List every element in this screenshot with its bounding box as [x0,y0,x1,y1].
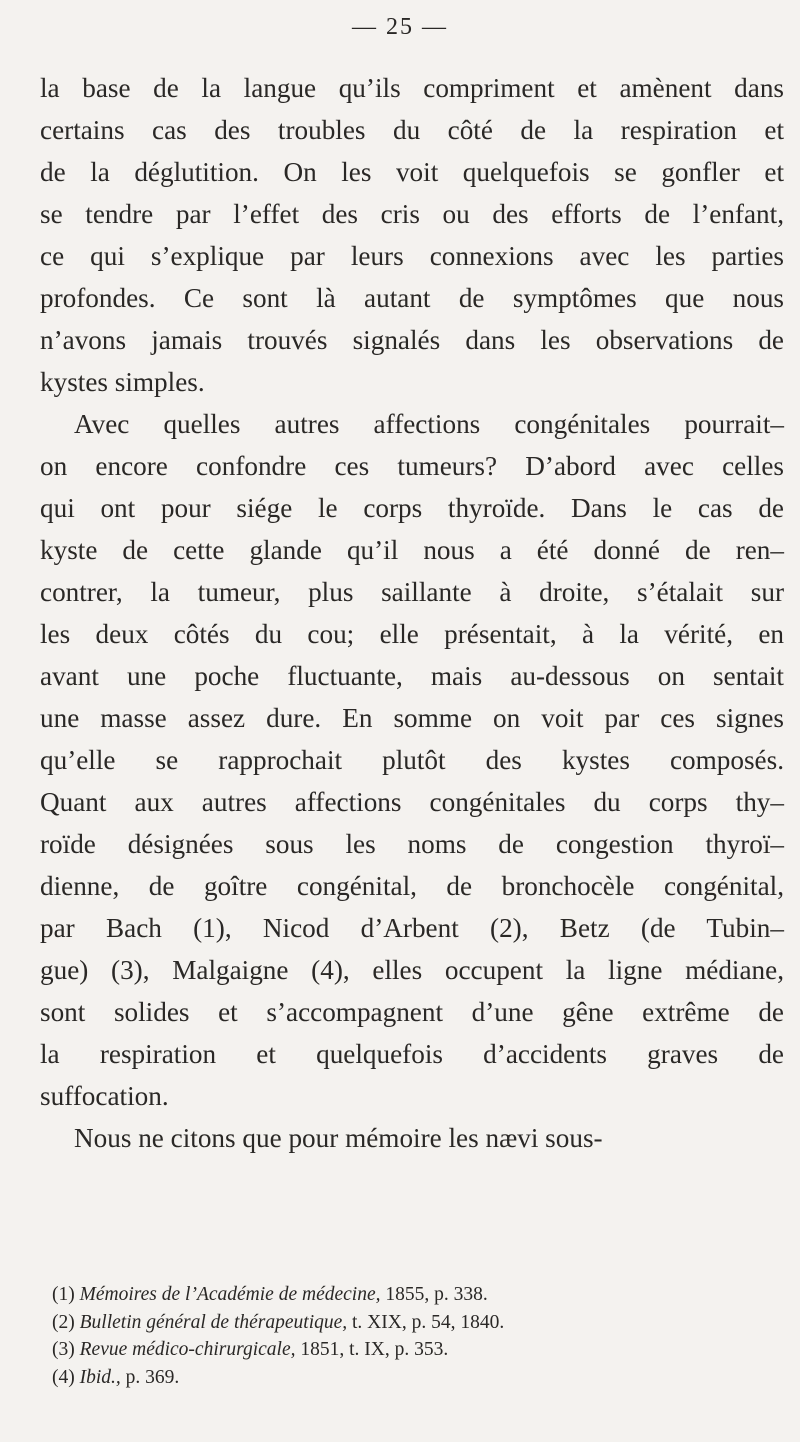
text-line: la respiration et quelquefois d’accidents graves de [40,1039,784,1069]
text-line: roïde désignées sous les noms de congestion thyroï– [40,829,784,859]
footnote-mark: (3) [52,1339,75,1360]
footnote [52,1281,772,1309]
footnote [52,1336,772,1364]
text-line: ce qui s’explique par leurs connexions avec les parties [40,241,784,271]
footnote-source: Bulletin général de thérapeutique, [79,1311,348,1333]
footnote-source: Mémoires de l’Académie de médecine, [79,1284,381,1305]
footnote-detail: p. 369. [125,1366,180,1388]
footnote-mark: (2) [52,1311,75,1333]
text-line: les deux côtés du cou; elle présentait, à la vérité, en [40,619,784,649]
page-number: — 25 — [352,14,448,40]
text-line: de la déglutition. On les voit quelquefois se gonfler et [40,157,784,187]
footnote-source: Revue médico-chirurgicale, [79,1339,296,1360]
text-line: qui ont pour siége le corps thyroïde. Dans le cas de [40,493,784,523]
text-line: n’avons jamais trouvés signalés dans les observations de [40,325,784,355]
footnote-detail: 1855, p. 338. [385,1284,488,1305]
text-line: Quant aux autres affections congénitales du corps thy– [40,787,784,817]
text-line: sont solides et s’accompagnent d’une gêne extrême de [40,997,784,1027]
footnote-detail: 1851, t. IX, p. 353. [300,1339,449,1360]
text-line: dienne, de goître congénital, de bronchocèle congénital, [40,871,784,901]
text-line: par Bach (1), Nicod d’Arbent (2), Betz (de Tubin– [40,913,784,943]
text-line: suffocation. [40,1081,169,1111]
text-line: se tendre par l’effet des cris ou des efforts de l’enfant, [40,199,784,229]
text-line: Avec quelles autres affections congénitales pourrait– [74,409,784,439]
footnote-detail: t. XIX, p. 54, 1840. [352,1311,505,1333]
footnote-mark: (4) [52,1366,75,1388]
text-line: kyste de cette glande qu’il nous a été donné de ren– [40,535,784,565]
text-line: on encore confondre ces tumeurs? D’abord avec celles [40,451,784,481]
text-line: certains cas des troubles du côté de la respiration et [40,115,784,145]
text-line: kystes simples. [40,367,205,397]
footnote [52,1309,772,1337]
text-line: gue) (3), Malgaigne (4), elles occupent la ligne médiane, [40,955,784,985]
text-line: contrer, la tumeur, plus saillante à droite, s’étalait sur [40,577,784,607]
text-line: avant une poche fluctuante, mais au-dessous on sentait [40,661,784,691]
text-line: profondes. Ce sont là autant de symptômes que nous [40,283,784,313]
footnote-source: Ibid., [79,1366,121,1388]
text-line: qu’elle se rapprochait plutôt des kystes composés. [40,745,784,775]
footnotes [52,1281,772,1391]
text-line: une masse assez dure. En somme on voit par ces signes [40,703,784,733]
footnote [52,1364,772,1392]
text-line: Nous ne citons que pour mémoire les nævi sous- [74,1123,603,1153]
footnote-mark: (1) [52,1284,75,1305]
body-text [40,67,784,1159]
text-line: la base de la langue qu’ils compriment et amènent dans [40,73,784,103]
